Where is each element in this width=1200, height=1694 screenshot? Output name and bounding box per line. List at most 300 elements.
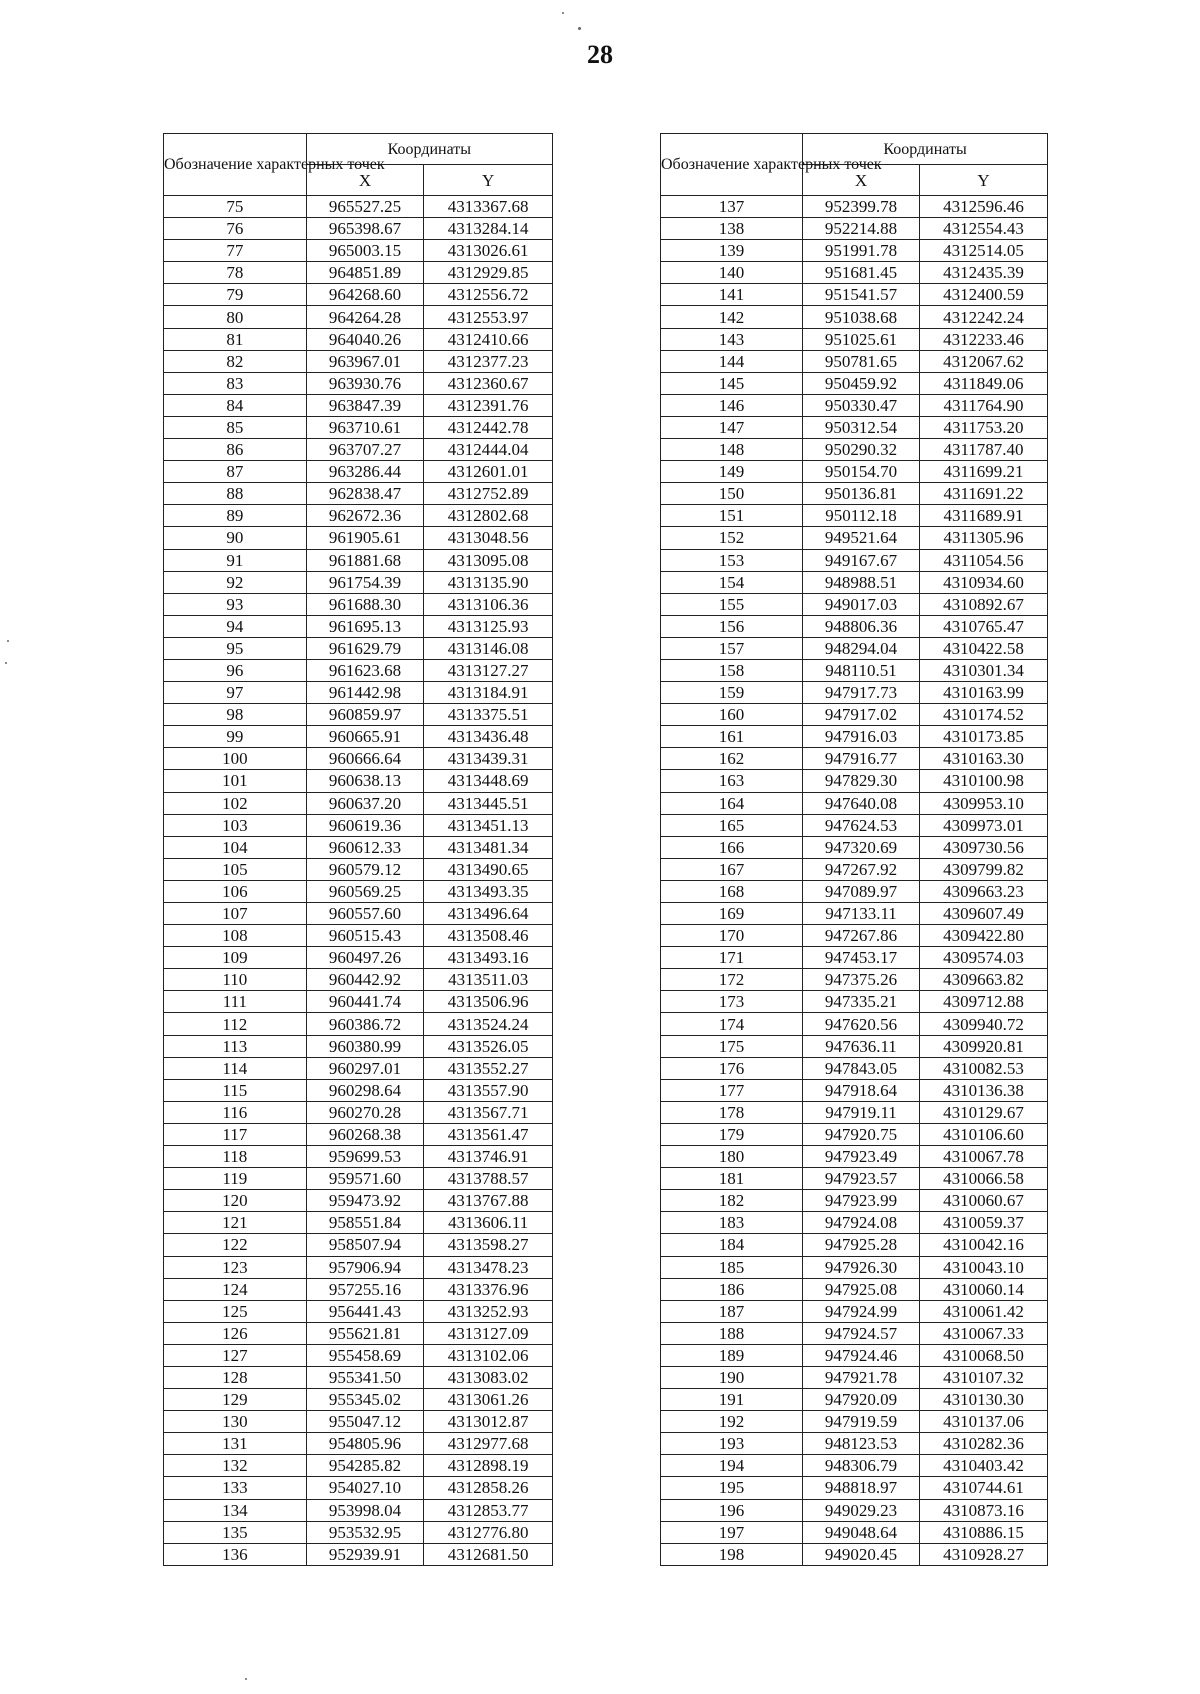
point-number-cell: 164 [661,792,803,814]
point-number-cell: 163 [661,770,803,792]
table-row [661,615,1048,637]
table-row [164,1322,553,1344]
y-coordinate-cell: 4313375.51 [424,704,553,726]
table-row [164,792,553,814]
point-number-cell: 187 [661,1300,803,1322]
x-coordinate-cell: 947925.08 [803,1278,920,1300]
x-coordinate-cell: 947640.08 [803,792,920,814]
x-coordinate-cell: 949167.67 [803,549,920,571]
x-coordinate-cell: 951025.61 [803,328,920,350]
x-coordinate-cell: 961688.30 [306,593,424,615]
point-number-cell: 180 [661,1146,803,1168]
y-coordinate-cell: 4312858.26 [424,1477,553,1499]
x-coordinate-cell: 950781.65 [803,350,920,372]
table-row [164,836,553,858]
y-coordinate-cell: 4313598.27 [424,1234,553,1256]
y-coordinate-cell: 4310873.16 [920,1499,1048,1521]
point-number-cell: 107 [164,903,307,925]
coordinates-table-left [163,133,553,1566]
x-coordinate-cell: 949029.23 [803,1499,920,1521]
y-coordinate-cell: 4312360.67 [424,372,553,394]
table-row [164,1212,553,1234]
x-coordinate-cell: 960441.74 [306,991,424,1013]
x-coordinate-cell: 947267.92 [803,858,920,880]
table-row [661,218,1048,240]
table-row [661,1344,1048,1366]
point-number-cell: 189 [661,1344,803,1366]
y-coordinate-cell: 4313095.08 [424,549,553,571]
table-row [164,439,553,461]
y-coordinate-cell: 4311764.90 [920,394,1048,416]
x-coordinate-cell: 954027.10 [306,1477,424,1499]
x-coordinate-cell: 947829.30 [803,770,920,792]
table-row [164,527,553,549]
table-row [164,637,553,659]
table-row [164,969,553,991]
table-row [661,792,1048,814]
table-row [164,814,553,836]
x-coordinate-cell: 961695.13 [306,615,424,637]
x-coordinate-cell: 952399.78 [803,196,920,218]
table-row [164,925,553,947]
y-coordinate-cell: 4313493.16 [424,947,553,969]
point-number-cell: 137 [661,196,803,218]
table-row [164,1433,553,1455]
point-number-cell: 169 [661,903,803,925]
table-row [661,1433,1048,1455]
point-number-cell: 123 [164,1256,307,1278]
table-row [164,1499,553,1521]
point-number-cell: 126 [164,1322,307,1344]
y-coordinate-cell: 4309940.72 [920,1013,1048,1035]
point-number-cell: 121 [164,1212,307,1234]
y-coordinate-cell: 4313048.56 [424,527,553,549]
x-coordinate-cell: 964040.26 [306,328,424,350]
y-coordinate-cell: 4313083.02 [424,1366,553,1388]
point-number-cell: 186 [661,1278,803,1300]
x-coordinate-cell: 951991.78 [803,240,920,262]
y-coordinate-cell: 4312554.43 [920,218,1048,240]
x-coordinate-cell: 960442.92 [306,969,424,991]
table-row [164,1344,553,1366]
y-coordinate-cell: 4313557.90 [424,1079,553,1101]
x-coordinate-cell: 947335.21 [803,991,920,1013]
table-row [164,416,553,438]
x-coordinate-cell: 947923.99 [803,1190,920,1212]
point-number-cell: 90 [164,527,307,549]
coordinates-table-right [660,133,1048,1566]
x-coordinate-cell: 947843.05 [803,1057,920,1079]
x-coordinate-cell: 955621.81 [306,1322,424,1344]
x-coordinate-cell: 947620.56 [803,1013,920,1035]
x-coordinate-cell: 960497.26 [306,947,424,969]
point-number-cell: 183 [661,1212,803,1234]
y-coordinate-cell: 4313146.08 [424,637,553,659]
point-number-cell: 157 [661,637,803,659]
x-coordinate-cell: 960638.13 [306,770,424,792]
point-number-cell: 150 [661,483,803,505]
y-coordinate-cell: 4311691.22 [920,483,1048,505]
point-number-cell: 119 [164,1168,307,1190]
y-coordinate-cell: 4312233.46 [920,328,1048,350]
point-number-cell: 109 [164,947,307,969]
x-coordinate-cell: 947453.17 [803,947,920,969]
y-coordinate-cell: 4313284.14 [424,218,553,240]
y-coordinate-cell: 4313439.31 [424,748,553,770]
table-row [661,1101,1048,1123]
y-coordinate-cell: 4312681.50 [424,1543,553,1565]
scan-speck [562,12,564,14]
table-row [661,1190,1048,1212]
x-coordinate-cell: 963286.44 [306,461,424,483]
x-coordinate-cell: 962672.36 [306,505,424,527]
x-coordinate-cell: 959473.92 [306,1190,424,1212]
table-row [661,1389,1048,1411]
point-number-cell: 175 [661,1035,803,1057]
point-number-cell: 167 [661,858,803,880]
point-number-cell: 149 [661,461,803,483]
y-coordinate-cell: 4310301.34 [920,659,1048,681]
x-coordinate-cell: 960386.72 [306,1013,424,1035]
y-coordinate-cell: 4310066.58 [920,1168,1048,1190]
point-number-cell: 84 [164,394,307,416]
x-coordinate-cell: 965003.15 [306,240,424,262]
table-row [661,880,1048,902]
x-coordinate-cell: 965527.25 [306,196,424,218]
x-coordinate-cell: 960298.64 [306,1079,424,1101]
x-coordinate-cell: 950112.18 [803,505,920,527]
x-coordinate-cell: 955345.02 [306,1389,424,1411]
point-number-cell: 117 [164,1123,307,1145]
table-row [661,682,1048,704]
x-coordinate-cell: 961754.39 [306,571,424,593]
point-number-cell: 93 [164,593,307,615]
scan-speck [5,662,7,664]
point-number-cell: 145 [661,372,803,394]
y-coordinate-cell: 4313524.24 [424,1013,553,1035]
y-coordinate-cell: 4312442.78 [424,416,553,438]
x-coordinate-cell: 955341.50 [306,1366,424,1388]
table-row [661,1300,1048,1322]
y-coordinate-cell: 4313127.27 [424,659,553,681]
table-row [661,991,1048,1013]
y-coordinate-cell: 4309799.82 [920,858,1048,880]
y-coordinate-cell: 4309973.01 [920,814,1048,836]
point-number-cell: 191 [661,1389,803,1411]
y-coordinate-cell: 4313506.96 [424,991,553,1013]
table-row [661,483,1048,505]
table-row [164,1035,553,1057]
y-coordinate-cell: 4313376.96 [424,1278,553,1300]
x-coordinate-cell: 951038.68 [803,306,920,328]
point-number-cell: 116 [164,1101,307,1123]
x-coordinate-cell: 962838.47 [306,483,424,505]
x-coordinate-cell: 951681.45 [803,262,920,284]
table-row [661,1322,1048,1344]
point-number-cell: 193 [661,1433,803,1455]
y-coordinate-cell: 4310061.42 [920,1300,1048,1322]
y-coordinate-cell: 4313552.27 [424,1057,553,1079]
point-number-cell: 139 [661,240,803,262]
page-number: 28 [587,40,613,69]
table-row [661,196,1048,218]
x-coordinate-cell: 963847.39 [306,394,424,416]
y-coordinate-cell: 4310892.67 [920,593,1048,615]
x-coordinate-cell: 947924.08 [803,1212,920,1234]
y-coordinate-cell: 4313448.69 [424,770,553,792]
y-coordinate-cell: 4313102.06 [424,1344,553,1366]
table-row [661,1035,1048,1057]
x-coordinate-cell: 950290.32 [803,439,920,461]
y-coordinate-cell: 4310282.36 [920,1433,1048,1455]
y-coordinate-cell: 4313481.34 [424,836,553,858]
table-row [164,571,553,593]
y-coordinate-cell: 4313490.65 [424,858,553,880]
y-column-header: Y [920,165,1048,196]
table-row [164,748,553,770]
point-number-cell: 100 [164,748,307,770]
point-number-cell: 177 [661,1079,803,1101]
point-number-cell: 98 [164,704,307,726]
table-row [164,1543,553,1565]
x-coordinate-cell: 947916.77 [803,748,920,770]
x-coordinate-cell: 961881.68 [306,549,424,571]
table-row [164,880,553,902]
y-coordinate-cell: 4310067.78 [920,1146,1048,1168]
point-number-cell: 101 [164,770,307,792]
y-coordinate-cell: 4313767.88 [424,1190,553,1212]
point-number-cell: 153 [661,549,803,571]
y-coordinate-cell: 4312410.66 [424,328,553,350]
x-coordinate-cell: 950330.47 [803,394,920,416]
table-row [661,1256,1048,1278]
point-number-cell: 130 [164,1411,307,1433]
table-row [661,505,1048,527]
y-coordinate-cell: 4313478.23 [424,1256,553,1278]
table-row [164,262,553,284]
table-row [661,704,1048,726]
table-row [164,328,553,350]
point-number-cell: 147 [661,416,803,438]
table-row [661,1543,1048,1565]
y-coordinate-cell: 4309920.81 [920,1035,1048,1057]
table-row [661,372,1048,394]
y-coordinate-cell: 4310744.61 [920,1477,1048,1499]
x-coordinate-cell: 960612.33 [306,836,424,858]
table-row [164,549,553,571]
x-coordinate-cell: 960665.91 [306,726,424,748]
y-coordinate-cell: 4313451.13 [424,814,553,836]
x-column-header: X [803,165,920,196]
point-number-cell: 173 [661,991,803,1013]
x-coordinate-cell: 960380.99 [306,1035,424,1057]
table-row [164,394,553,416]
y-coordinate-cell: 4313511.03 [424,969,553,991]
point-number-cell: 80 [164,306,307,328]
y-coordinate-cell: 4312752.89 [424,483,553,505]
table-row [661,1499,1048,1521]
x-coordinate-cell: 947923.49 [803,1146,920,1168]
y-coordinate-cell: 4310403.42 [920,1455,1048,1477]
x-coordinate-cell: 960557.60 [306,903,424,925]
table-row [164,1256,553,1278]
scan-speck [245,1678,247,1680]
y-coordinate-cell: 4310100.98 [920,770,1048,792]
x-coordinate-cell: 964268.60 [306,284,424,306]
x-coordinate-cell: 956441.43 [306,1300,424,1322]
y-coordinate-cell: 4312377.23 [424,350,553,372]
x-coordinate-cell: 947921.78 [803,1366,920,1388]
point-number-cell: 179 [661,1123,803,1145]
point-number-cell: 158 [661,659,803,681]
table-row [661,416,1048,438]
x-coordinate-cell: 948123.53 [803,1433,920,1455]
table-row [164,1234,553,1256]
table-row [164,284,553,306]
y-coordinate-cell: 4311305.96 [920,527,1048,549]
x-coordinate-cell: 949020.45 [803,1543,920,1565]
table-row [164,240,553,262]
x-coordinate-cell: 954285.82 [306,1455,424,1477]
point-number-cell: 140 [661,262,803,284]
y-coordinate-cell: 4309663.82 [920,969,1048,991]
point-number-cell: 77 [164,240,307,262]
table-row [164,1190,553,1212]
table-row [661,814,1048,836]
x-coordinate-cell: 960270.28 [306,1101,424,1123]
table-row [164,903,553,925]
y-coordinate-cell: 4309607.49 [920,903,1048,925]
table-row [661,350,1048,372]
x-coordinate-cell: 960619.36 [306,814,424,836]
x-coordinate-cell: 957906.94 [306,1256,424,1278]
x-coordinate-cell: 949048.64 [803,1521,920,1543]
point-number-cell: 131 [164,1433,307,1455]
x-coordinate-cell: 963930.76 [306,372,424,394]
y-coordinate-cell: 4313436.48 [424,726,553,748]
x-coordinate-cell: 952214.88 [803,218,920,240]
y-coordinate-cell: 4309422.80 [920,925,1048,947]
table-row [661,1366,1048,1388]
table-row [164,682,553,704]
x-coordinate-cell: 964851.89 [306,262,424,284]
table-row [661,1057,1048,1079]
point-number-cell: 132 [164,1455,307,1477]
point-number-cell: 138 [661,218,803,240]
table-row [164,505,553,527]
y-coordinate-cell: 4311753.20 [920,416,1048,438]
x-coordinate-cell: 954805.96 [306,1433,424,1455]
table-row [661,527,1048,549]
x-coordinate-cell: 958551.84 [306,1212,424,1234]
y-coordinate-cell: 4310067.33 [920,1322,1048,1344]
table-row [164,218,553,240]
y-coordinate-cell: 4311787.40 [920,439,1048,461]
x-coordinate-cell: 952939.91 [306,1543,424,1565]
table-row [661,1212,1048,1234]
point-number-cell: 104 [164,836,307,858]
table-row [164,704,553,726]
point-number-cell: 165 [661,814,803,836]
coordinates-header: Координаты [306,134,552,165]
y-coordinate-cell: 4313561.47 [424,1123,553,1145]
x-coordinate-cell: 948818.97 [803,1477,920,1499]
table-row [164,1013,553,1035]
y-coordinate-cell: 4310068.50 [920,1344,1048,1366]
y-coordinate-cell: 4313106.36 [424,593,553,615]
point-number-cell: 194 [661,1455,803,1477]
table-row [164,1278,553,1300]
y-coordinate-cell: 4312556.72 [424,284,553,306]
point-number-cell: 197 [661,1521,803,1543]
table-row [164,483,553,505]
point-number-cell: 133 [164,1477,307,1499]
point-number-cell: 192 [661,1411,803,1433]
table-row [661,1411,1048,1433]
table-row [661,726,1048,748]
point-number-cell: 168 [661,880,803,902]
x-coordinate-cell: 947919.59 [803,1411,920,1433]
y-coordinate-cell: 4312853.77 [424,1499,553,1521]
x-coordinate-cell: 961623.68 [306,659,424,681]
point-number-cell: 184 [661,1234,803,1256]
x-coordinate-cell: 960637.20 [306,792,424,814]
table-row [164,350,553,372]
y-coordinate-cell: 4310174.52 [920,704,1048,726]
point-number-cell: 190 [661,1366,803,1388]
point-number-cell: 79 [164,284,307,306]
table-row [661,637,1048,659]
y-coordinate-cell: 4309663.23 [920,880,1048,902]
y-coordinate-cell: 4309712.88 [920,991,1048,1013]
y-coordinate-cell: 4309953.10 [920,792,1048,814]
y-coordinate-cell: 4312596.46 [920,196,1048,218]
x-coordinate-cell: 960579.12 [306,858,424,880]
y-coordinate-cell: 4310043.10 [920,1256,1048,1278]
point-number-cell: 78 [164,262,307,284]
table-row [661,947,1048,969]
point-designation-header: Обозначение характерных точек [164,134,307,196]
table-row [661,328,1048,350]
y-coordinate-cell: 4313012.87 [424,1411,553,1433]
table-row [164,461,553,483]
table-row [661,1477,1048,1499]
point-number-cell: 178 [661,1101,803,1123]
x-coordinate-cell: 960859.97 [306,704,424,726]
table-row [164,659,553,681]
x-coordinate-cell: 948294.04 [803,637,920,659]
y-coordinate-cell: 4309730.56 [920,836,1048,858]
point-number-cell: 120 [164,1190,307,1212]
y-coordinate-cell: 4312242.24 [920,306,1048,328]
point-number-cell: 94 [164,615,307,637]
y-coordinate-cell: 4310129.67 [920,1101,1048,1123]
y-column-header: Y [424,165,553,196]
table-row [661,262,1048,284]
y-coordinate-cell: 4313508.46 [424,925,553,947]
point-number-cell: 82 [164,350,307,372]
table-row [164,858,553,880]
x-coordinate-cell: 960515.43 [306,925,424,947]
x-coordinate-cell: 961442.98 [306,682,424,704]
table-row [661,549,1048,571]
y-coordinate-cell: 4313567.71 [424,1101,553,1123]
x-coordinate-cell: 947918.64 [803,1079,920,1101]
table-row [661,858,1048,880]
y-coordinate-cell: 4313367.68 [424,196,553,218]
table-row [164,1389,553,1411]
point-number-cell: 143 [661,328,803,350]
